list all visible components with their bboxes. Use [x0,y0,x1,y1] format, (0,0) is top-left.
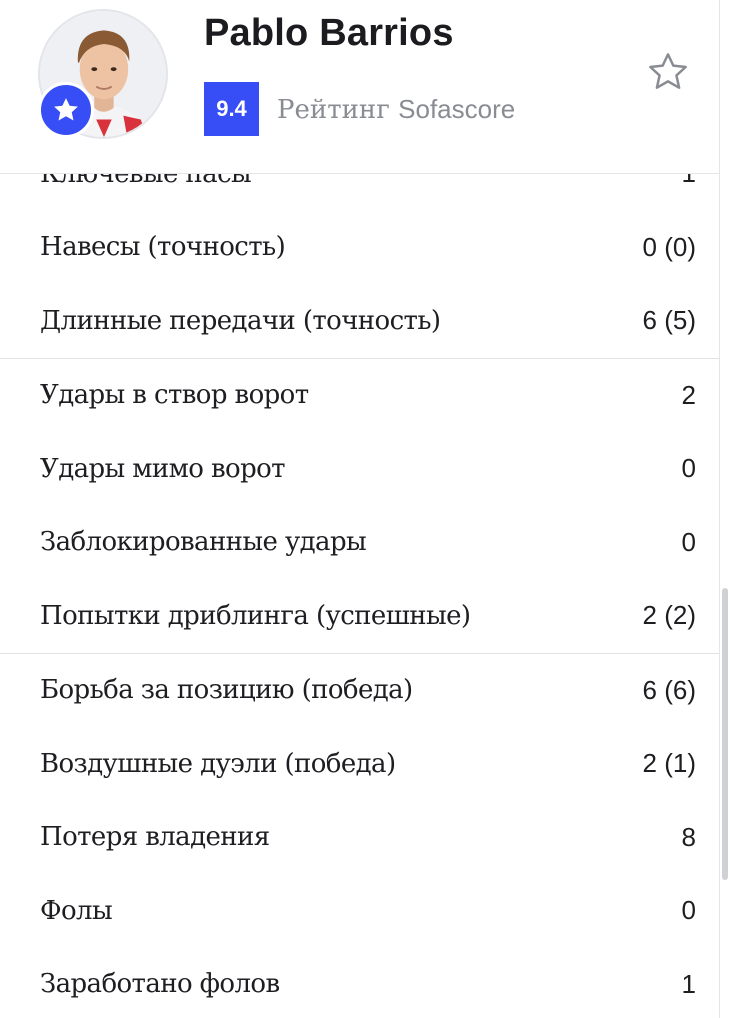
stat-row [0,579,720,653]
player-name: Pablo Barrios [204,12,454,54]
stat-value: 0 [681,895,696,926]
stat-value: 2 (2) [642,600,696,631]
stat-value: 2 (1) [642,748,696,779]
stat-value: 0 [681,453,696,484]
stat-label: Навесы (точность) [40,232,286,263]
stat-label: Заблокированные удары [40,527,367,558]
stat-row [0,432,720,506]
stat-value: 0 (0) [642,231,696,262]
stat-row [0,727,720,801]
stat-label: Удары в створ ворот [40,380,309,411]
stat-label: Фолы [40,895,113,926]
favorite-badge [38,82,94,138]
stat-row [0,359,720,433]
stat-row [0,211,720,285]
star-icon [51,95,81,125]
stat-value: 6 (6) [642,674,696,705]
stat-row [0,874,720,948]
star-outline-icon [645,49,691,95]
rating-badge: 9.4 [204,82,259,136]
scrollbar-thumb[interactable] [722,588,728,880]
stat-value: 2 [681,379,696,410]
stat-label: Заработано фолов [40,969,280,1000]
stat-value: 0 [681,526,696,557]
stat-row [0,801,720,875]
player-stats-list [0,137,720,1018]
player-header [0,0,720,174]
stat-label: Потеря владения [40,822,270,853]
stat-value: 8 [681,821,696,852]
stat-label: Борьба за позицию (победа) [40,675,413,706]
stat-label: Воздушные дуэли (победа) [40,748,396,779]
follow-button[interactable] [643,47,693,97]
rating-label-prefix: Рейтинг [277,95,390,125]
rating-label [277,94,515,125]
stat-row [0,506,720,580]
stat-label: Длинные передачи (точность) [40,305,441,336]
stat-row [0,654,720,728]
stat-label: Попытки дриблинга (успешные) [40,600,471,631]
stat-value: 6 (5) [642,305,696,336]
rating-label-brand: Sofascore [398,94,516,124]
stat-value: 1 [681,968,696,999]
stat-row [0,284,720,358]
stat-row [0,948,720,1018]
stat-label: Удары мимо ворот [40,453,285,484]
